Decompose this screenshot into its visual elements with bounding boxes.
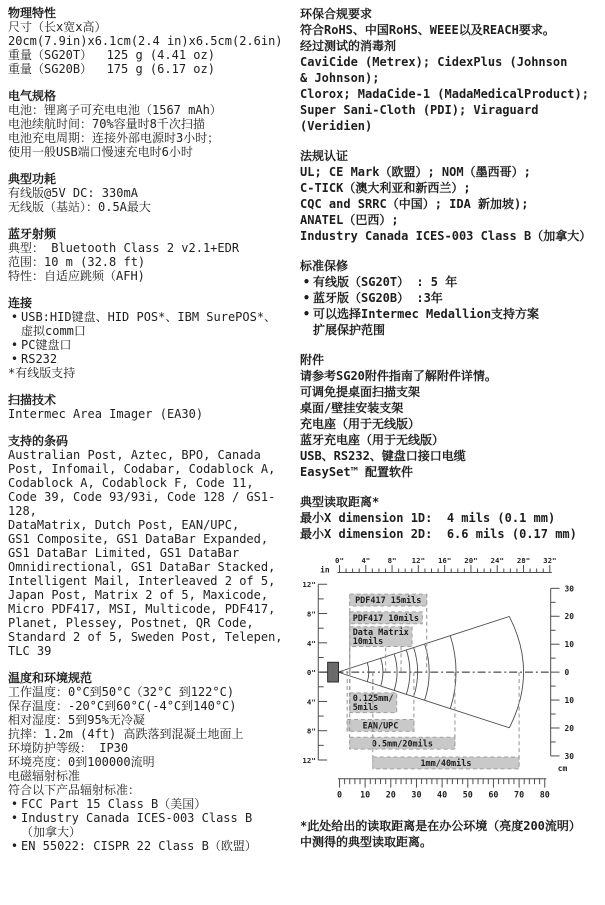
- spec-line: 经过测试的消毒剂: [300, 39, 397, 53]
- section-environmental-compliance: [300, 6, 602, 134]
- footnote-line: *此处给出的读取距离是在办公环境（亮度200流明）: [300, 819, 581, 833]
- bullet-line: RS232: [21, 352, 58, 366]
- right-axis-tick-label: 20: [564, 612, 574, 622]
- bullet-item: [8, 797, 298, 811]
- spec-line: 重量（SG20T） 125 g (4.41 oz): [8, 48, 215, 62]
- section-note: *有线版支持: [8, 366, 76, 380]
- left-axis-tick-label: 12": [302, 755, 316, 765]
- bullet-item: [8, 839, 298, 853]
- right-axis-tick-label: 20: [564, 723, 574, 733]
- spec-line: USB、RS232、键盘口接口电缆: [300, 449, 466, 463]
- spec-line: 典型： Bluetooth Class 2 v2.1+EDR: [8, 241, 240, 255]
- reading-distance-footnote: [300, 818, 602, 850]
- top-axis-tick-label: 24": [490, 556, 504, 566]
- bullet-line: 蓝牙版（SG20B） :3年: [313, 291, 443, 305]
- section-regulatory-approvals: [300, 148, 602, 244]
- spec-line: & Johnson);: [300, 71, 380, 85]
- right-axis-tick-label: 10: [564, 640, 574, 650]
- spec-line: Post, Infomail, Codabar, Codablock A,: [8, 462, 276, 476]
- bullet-text: [21, 811, 298, 839]
- bottom-axis-tick-label: 50: [462, 789, 473, 800]
- spec-line: Intermec Area Imager (EA30): [8, 407, 204, 421]
- range-bar-label: 1mm/40mils: [420, 758, 472, 769]
- bullet-item: [300, 274, 602, 290]
- left-axis-tick-label: 4": [306, 697, 316, 707]
- section-bluetooth-radio: [8, 227, 298, 283]
- bullet-line: FCC Part 15 Class B（美国）: [21, 797, 207, 811]
- spec-line: GS1 Composite, GS1 DataBar Expanded,: [8, 532, 269, 546]
- spec-line: 符合以下产品辐射标准：: [8, 783, 141, 797]
- bullet-line: USB:HID键盘、HID POS*、IBM SurePOS*、: [21, 310, 277, 324]
- bullet-line: EN 55022: CISPR 22 Class B（欧盟）: [21, 839, 257, 853]
- section-temperature-environment: [8, 671, 298, 853]
- section-heading-standard-warranty: 标准保修: [300, 259, 349, 273]
- right-axis-tick-label: 30: [564, 751, 574, 761]
- bullet-line: 虚拟comm口: [21, 324, 86, 338]
- bullet-marker: •: [302, 291, 311, 305]
- bottom-axis-tick-label: 0: [336, 789, 343, 800]
- spec-line: 有线版@5V DC: 330mA: [8, 186, 138, 200]
- section-standard-warranty: [300, 258, 602, 338]
- top-axis-tick-label: 28": [516, 556, 531, 566]
- bullet-item: [8, 338, 298, 352]
- spec-line: 最小X dimension 2D: 6.6 mils (0.17 mm): [300, 527, 577, 541]
- bullet-marker: •: [10, 811, 19, 825]
- bottom-axis-tick-label: 70: [514, 789, 525, 800]
- spec-line: 电池续航时间：70%容量时8千次扫描: [8, 117, 205, 131]
- bullet-item: [300, 306, 602, 338]
- scan-cone-arc: [406, 650, 410, 694]
- range-bar-label: PDF417 10mils: [352, 613, 419, 624]
- top-axis-tick-label: 32": [543, 556, 557, 566]
- top-axis-tick-label: 4": [361, 556, 371, 566]
- spec-line: 范围：10 m (32.8 ft): [8, 255, 146, 269]
- reading-distance-chart-svg: [300, 556, 602, 808]
- section-heading-environmental-compliance: 环保合规要求: [300, 7, 373, 21]
- bullet-text: [21, 352, 298, 366]
- spec-line: 20cm(7.9in)x6.1cm(2.4 in)x6.5cm(2.6in): [8, 34, 283, 48]
- range-bar-label: 10mils: [352, 636, 384, 647]
- spec-line: GS1 DataBar Limited, GS1 DataBar: [8, 546, 240, 560]
- bullet-text: [21, 839, 298, 853]
- right-column: [300, 6, 602, 850]
- spec-line: Micro PDF417, MSI, Multicode, PDF417,: [8, 602, 276, 616]
- spec-line: UL; CE Mark（欧盟）; NOM（墨西哥）;: [300, 165, 531, 179]
- spec-line: 无线版（基站）：0.5A最大: [8, 200, 151, 214]
- left-axis-tick-label: 4": [306, 638, 316, 648]
- spec-line: EasySet™ 配置软件: [300, 465, 414, 479]
- bullet-text: [313, 274, 602, 290]
- spec-line: 重量（SG20B） 175 g (6.17 oz): [8, 62, 215, 76]
- spec-line: 环境亮度：0到100000流明: [8, 755, 155, 769]
- spec-line: DataMatrix, Dutch Post, EAN/UPC,: [8, 518, 240, 532]
- range-bar-label: 0.125mm/: [352, 693, 394, 704]
- spec-line: 相对湿度：5到95%无冷凝: [8, 713, 145, 727]
- bullet-line: （加拿大）: [21, 825, 82, 839]
- bullet-item: [8, 352, 298, 366]
- reading-distance-chart: [300, 556, 602, 812]
- section-heading-electrical-specs: 电气规格: [8, 89, 57, 103]
- spec-line: Standard 2 of 5, Sweden Post, Telepen,: [8, 630, 283, 644]
- section-heading-accessories: 附件: [300, 353, 325, 367]
- bullet-text: [313, 290, 602, 306]
- top-axis-tick-label: 20": [464, 556, 478, 566]
- bullet-line: 有线版（SG20T） : 5 年: [313, 275, 458, 289]
- spec-line: Planet, Plessey, Postnet, QR Code,: [8, 616, 254, 630]
- bullet-marker: •: [302, 275, 311, 289]
- spec-line: 抗摔：1.2m (4ft) 高跌落到混凝土地面上: [8, 727, 244, 741]
- left-axis-tick-label: 0": [306, 668, 316, 678]
- section-heading-regulatory-approvals: 法规认证: [300, 149, 349, 163]
- range-bar-label: EAN/UPC: [362, 720, 399, 731]
- scan-cone-arc: [381, 658, 383, 686]
- spec-line: 使用一般USB端口慢速充电时6小时: [8, 145, 193, 159]
- section-heading-supported-barcodes: 支持的条码: [8, 434, 69, 448]
- left-axis-tick-label: 12": [302, 580, 316, 590]
- footnote-line: 中测得的典型读取距离。: [300, 835, 433, 849]
- spec-line: Codablock A, Codablock F, Code 11,: [8, 476, 254, 490]
- spec-line: Intelligent Mail, Interleaved 2 of 5,: [8, 574, 276, 588]
- section-heading-reading-distance: 典型读取距离*: [300, 495, 380, 509]
- spec-line: 特性：自适应跳频（AFH): [8, 269, 145, 283]
- bullet-item: [8, 811, 298, 839]
- spec-line: 请参考SG20附件指南了解附件详情。: [300, 369, 497, 383]
- spec-line: Super Sani-Cloth (PDI); Viraguard: [300, 103, 539, 117]
- spec-line: Code 39, Code 93/93i, Code 128 / GS1-128,: [8, 490, 276, 518]
- spec-line: 电磁辐射标准: [8, 769, 81, 783]
- section-electrical-specs: [8, 89, 298, 159]
- section-reading-distance: [300, 494, 602, 542]
- bullet-line: PC键盘口: [21, 338, 72, 352]
- spec-line: C-TICK（澳大利亚和新西兰）;: [300, 181, 471, 195]
- top-axis-unit-label: in: [320, 565, 330, 575]
- bullet-line: 可以选择Intermec Medallion支持方案: [313, 307, 540, 321]
- section-heading-physical-specs: 物理特性: [8, 6, 57, 20]
- bottom-axis-tick-label: 60: [488, 789, 499, 800]
- spec-line: 保存温度：-20°C到60°C(-4°C到140°C): [8, 699, 237, 713]
- bullet-text: [21, 338, 298, 352]
- range-bar-label: 5mils: [352, 702, 379, 713]
- range-bar-label: PDF417 15mils: [355, 595, 422, 606]
- spec-line: 工作温度：0°C到50°C（32°C 到122°C): [8, 685, 235, 699]
- right-axis-tick-label: 10: [564, 696, 574, 706]
- top-axis-tick-label: 12": [411, 556, 426, 566]
- section-supported-barcodes: [8, 434, 298, 658]
- section-accessories: [300, 352, 602, 480]
- bullet-marker: •: [10, 310, 19, 324]
- spec-line: CQC and SRRC（中国）; IDA 新加坡);: [300, 197, 529, 211]
- spec-line: 环境防护等级： IP30: [8, 741, 129, 755]
- left-axis-tick-label: 8": [306, 726, 316, 736]
- spec-line: Industry Canada ICES-003 Class B（加拿大）: [300, 229, 592, 243]
- spec-line: 尺寸（长x宽x高）: [8, 20, 107, 34]
- scanner-icon: [328, 662, 339, 682]
- section-power-consumption: [8, 172, 298, 214]
- spec-line: Japan Post, Matrix 2 of 5, Maxicode,: [8, 588, 269, 602]
- bullet-marker: •: [10, 352, 19, 366]
- bullet-text: [21, 797, 298, 811]
- bullet-marker: •: [10, 797, 19, 811]
- spec-line: 桌面/壁挂安装支架: [300, 401, 404, 415]
- section-heading-connectivity: 连接: [8, 296, 33, 310]
- spec-line: CaviCide (Metrex); CidexPlus (Johnson: [300, 55, 568, 69]
- bullet-item: [8, 310, 298, 338]
- right-column-sections: [300, 6, 602, 542]
- section-connectivity: [8, 296, 298, 380]
- left-axis-tick-label: 8": [306, 609, 316, 619]
- spec-line: Australian Post, Aztec, BPO, Canada: [8, 448, 261, 462]
- bullet-marker: •: [10, 839, 19, 853]
- spec-line: (Veridien): [300, 119, 373, 133]
- left-column: [8, 6, 298, 866]
- section-heading-power-consumption: 典型功耗: [8, 172, 57, 186]
- right-axis-tick-label: 30: [564, 584, 574, 594]
- section-physical-specs: [8, 6, 298, 76]
- range-bar-label: Data Matrix: [352, 627, 409, 638]
- bottom-axis-tick-label: 40: [437, 789, 448, 800]
- bottom-axis-tick-label: 30: [411, 789, 422, 800]
- top-axis-tick-label: 8": [387, 556, 397, 566]
- bullet-text: [21, 310, 298, 338]
- spec-line: ANATEL（巴西）;: [300, 213, 399, 227]
- bullet-marker: •: [10, 338, 19, 352]
- spec-line: 电池：锂离子可充电电池（1567 mAh）: [8, 103, 222, 117]
- spec-line: Omnidirectional, GS1 DataBar Stacked,: [8, 560, 276, 574]
- range-bar-label: 0.5mm/20mils: [371, 738, 433, 749]
- top-axis-tick-label: 0": [335, 556, 344, 566]
- spec-line: 充电座（用于无线版）: [300, 417, 421, 431]
- top-axis-tick-label: 16": [437, 556, 452, 566]
- section-heading-temperature-environment: 温度和环境规范: [8, 671, 93, 685]
- spec-line: 最小X dimension 1D: 4 mils (0.1 mm): [300, 511, 556, 525]
- section-scan-technology: [8, 393, 298, 421]
- bullet-line: 扩展保护范围: [313, 323, 386, 337]
- section-heading-scan-technology: 扫描技术: [8, 393, 57, 407]
- spec-line: 蓝牙充电座（用于无线版）: [300, 433, 445, 447]
- bottom-axis-tick-label: 80: [539, 789, 550, 800]
- bullet-marker: •: [302, 307, 311, 321]
- right-axis-tick-label: 0: [564, 668, 570, 678]
- bottom-axis-tick-label: 20: [385, 789, 396, 800]
- bullet-text: [313, 306, 602, 338]
- bullet-item: [300, 290, 602, 306]
- spec-line: TLC 39: [8, 644, 52, 658]
- bottom-axis-unit-label: cm: [557, 763, 568, 773]
- spec-line: 符合RoHS、中国RoHS、WEEE以及REACH要求。: [300, 23, 555, 37]
- bottom-axis-tick-label: 10: [360, 789, 371, 800]
- spec-line: 电池充电周期：连接外部电源时3小时；: [8, 131, 220, 145]
- spec-line: Clorox; MadaCide-1 (MadaMedicalProduct);: [300, 87, 589, 101]
- bullet-line: Industry Canada ICES-003 Class B: [21, 811, 253, 825]
- spec-line: 可调免提桌面扫描支架: [300, 385, 421, 399]
- section-heading-bluetooth-radio: 蓝牙射频: [8, 227, 57, 241]
